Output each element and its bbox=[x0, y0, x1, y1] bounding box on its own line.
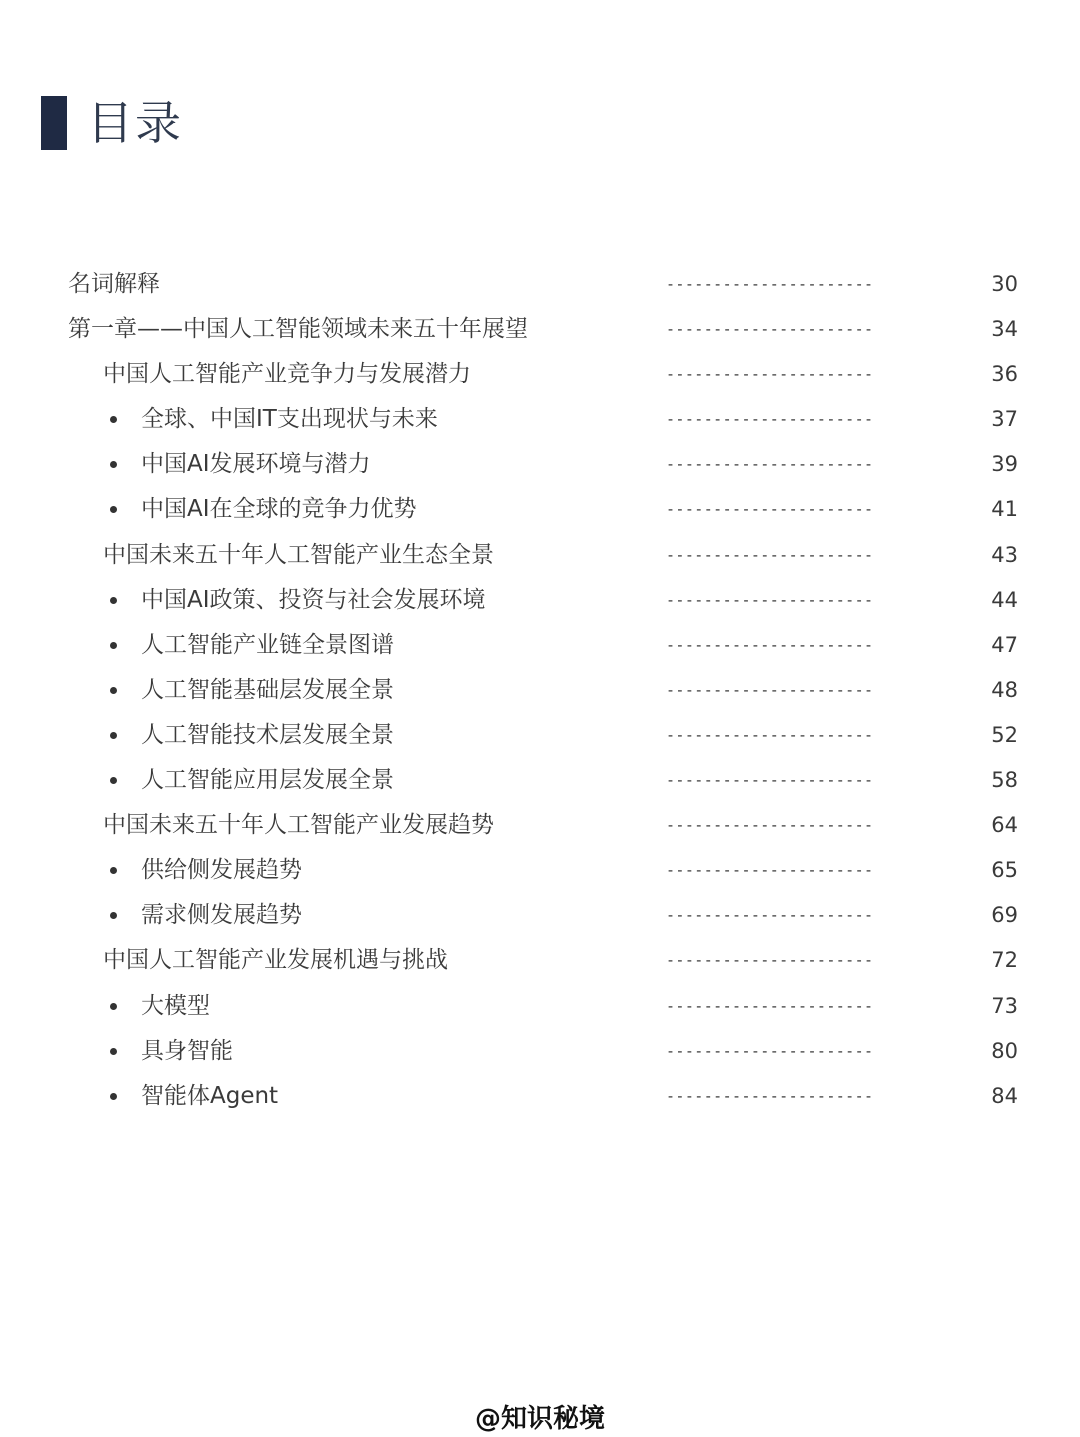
bullet-icon bbox=[110, 416, 117, 423]
toc-entry-title: 中国AI发展环境与潜力 bbox=[141, 451, 371, 478]
toc-entry[interactable] bbox=[0, 487, 1080, 532]
toc-entry[interactable] bbox=[0, 713, 1080, 758]
bullet-icon bbox=[110, 597, 117, 604]
author-watermark: @知识秘境 bbox=[474, 1404, 605, 1434]
toc-page-number: 52 bbox=[991, 722, 1018, 747]
page-title-block bbox=[41, 95, 183, 151]
toc-dot-leader: ---------------------- bbox=[666, 320, 874, 339]
toc-entry-title: 全球、中国IT支出现状与未来 bbox=[141, 406, 438, 433]
toc-page-number: 44 bbox=[991, 587, 1018, 612]
toc-page-number: 47 bbox=[991, 632, 1018, 657]
toc-page-number: 73 bbox=[991, 993, 1018, 1018]
toc-entry[interactable] bbox=[0, 262, 1080, 307]
toc-dot-leader: ---------------------- bbox=[666, 500, 874, 519]
toc-entry-title: 具身智能 bbox=[141, 1037, 233, 1064]
toc-entry-title: 中国人工智能产业竞争力与发展潜力 bbox=[103, 361, 471, 388]
toc-entry[interactable] bbox=[0, 893, 1080, 938]
toc-entry[interactable] bbox=[0, 578, 1080, 623]
toc-page-number: 80 bbox=[991, 1038, 1018, 1063]
toc-entry[interactable] bbox=[0, 668, 1080, 713]
toc-entry[interactable] bbox=[0, 803, 1080, 848]
toc-entry[interactable] bbox=[0, 397, 1080, 442]
toc-page-number: 36 bbox=[991, 362, 1018, 387]
toc-entry-title: 中国未来五十年人工智能产业发展趋势 bbox=[103, 812, 494, 839]
bullet-icon bbox=[110, 912, 117, 919]
toc-entry-title: 中国AI在全球的竞争力优势 bbox=[141, 496, 417, 523]
toc-entry-title: 智能体Agent bbox=[141, 1082, 279, 1109]
toc-page-number: 72 bbox=[991, 948, 1018, 973]
toc-entry-title: 中国人工智能产业发展机遇与挑战 bbox=[103, 947, 448, 974]
toc-entry-title: 中国未来五十年人工智能产业生态全景 bbox=[103, 541, 494, 568]
bullet-icon bbox=[110, 1048, 117, 1055]
toc-page-number: 69 bbox=[991, 903, 1018, 928]
toc-dot-leader: ---------------------- bbox=[666, 816, 874, 835]
bullet-icon bbox=[110, 732, 117, 739]
toc-dot-leader: ---------------------- bbox=[666, 861, 874, 880]
bullet-icon bbox=[110, 687, 117, 694]
toc-dot-leader: ---------------------- bbox=[666, 590, 874, 609]
bullet-icon bbox=[110, 777, 117, 784]
toc-page-number: 58 bbox=[991, 768, 1018, 793]
title-accent-bar bbox=[41, 96, 67, 150]
toc-dot-leader: ---------------------- bbox=[666, 275, 874, 293]
toc-page-number: 30 bbox=[991, 272, 1018, 296]
toc-entry-title: 供给侧发展趋势 bbox=[141, 857, 302, 884]
toc-dot-leader: ---------------------- bbox=[666, 725, 874, 744]
bullet-icon bbox=[110, 642, 117, 649]
toc-entry-title: 需求侧发展趋势 bbox=[141, 902, 302, 929]
toc-entry-title: 人工智能应用层发展全景 bbox=[141, 767, 394, 794]
toc-dot-leader: ---------------------- bbox=[666, 455, 874, 474]
toc-entry[interactable] bbox=[0, 848, 1080, 893]
toc-dot-leader: ---------------------- bbox=[666, 365, 874, 384]
toc-dot-leader: ---------------------- bbox=[666, 1041, 874, 1060]
toc-entry-title: 大模型 bbox=[141, 992, 210, 1019]
toc-page-number: 65 bbox=[991, 858, 1018, 883]
bullet-icon bbox=[110, 867, 117, 874]
toc-page-number: 64 bbox=[991, 813, 1018, 838]
toc-entry[interactable] bbox=[0, 307, 1080, 352]
bullet-icon bbox=[110, 1093, 117, 1100]
toc-entry[interactable] bbox=[0, 1029, 1080, 1074]
toc-entry[interactable] bbox=[0, 938, 1080, 983]
table-of-contents bbox=[0, 262, 1080, 1119]
toc-entry[interactable] bbox=[0, 1074, 1080, 1119]
toc-entry[interactable] bbox=[0, 352, 1080, 397]
bullet-icon bbox=[110, 1003, 117, 1010]
bullet-icon bbox=[110, 461, 117, 468]
toc-entry[interactable] bbox=[0, 623, 1080, 668]
page-title: 目录 bbox=[87, 96, 183, 150]
toc-entry-title: 名词解释 bbox=[68, 271, 160, 297]
toc-page-number: 37 bbox=[991, 407, 1018, 432]
toc-entry-title: 人工智能基础层发展全景 bbox=[141, 676, 394, 703]
bullet-icon bbox=[110, 506, 117, 513]
toc-dot-leader: ---------------------- bbox=[666, 680, 874, 699]
toc-page-number: 34 bbox=[991, 317, 1018, 342]
toc-dot-leader: ---------------------- bbox=[666, 951, 874, 970]
toc-page-number: 84 bbox=[991, 1083, 1018, 1108]
toc-page-number: 39 bbox=[991, 452, 1018, 477]
toc-dot-leader: ---------------------- bbox=[666, 410, 874, 429]
toc-dot-leader: ---------------------- bbox=[666, 545, 874, 564]
toc-entry[interactable] bbox=[0, 758, 1080, 803]
toc-entry[interactable] bbox=[0, 442, 1080, 487]
toc-page-number: 48 bbox=[991, 677, 1018, 702]
toc-entry[interactable] bbox=[0, 984, 1080, 1029]
toc-page-number: 41 bbox=[991, 497, 1018, 522]
toc-dot-leader: ---------------------- bbox=[666, 906, 874, 925]
toc-entry[interactable] bbox=[0, 533, 1080, 578]
toc-entry-title: 人工智能技术层发展全景 bbox=[141, 721, 394, 748]
toc-dot-leader: ---------------------- bbox=[666, 996, 874, 1015]
toc-entry-title: 中国AI政策、投资与社会发展环境 bbox=[141, 586, 486, 613]
toc-entry-title: 人工智能产业链全景图谱 bbox=[141, 631, 394, 658]
toc-page-number: 43 bbox=[991, 542, 1018, 567]
toc-dot-leader: ---------------------- bbox=[666, 1086, 874, 1105]
toc-entry-title: 第一章——中国人工智能领域未来五十年展望 bbox=[68, 316, 528, 343]
toc-dot-leader: ---------------------- bbox=[666, 771, 874, 790]
toc-dot-leader: ---------------------- bbox=[666, 635, 874, 654]
